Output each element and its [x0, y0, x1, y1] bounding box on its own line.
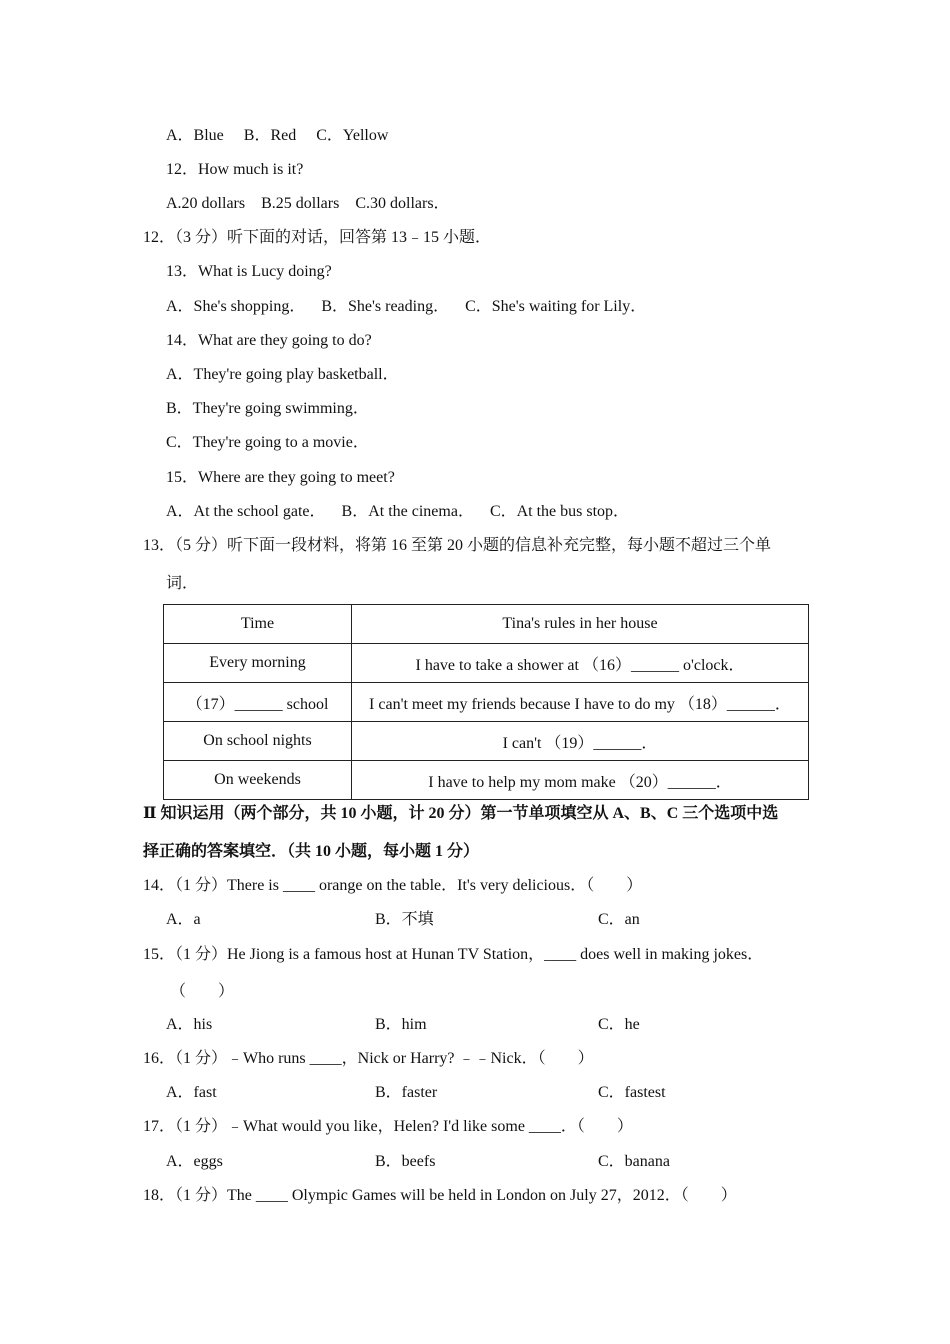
table-cell-rule: I have to take a shower at （16）______ o'clock．: [352, 644, 809, 683]
table-cell-time: （17）______ school: [164, 683, 352, 722]
mcq-15-answer-bracket: （ ）: [170, 983, 235, 1000]
q13-question: 13．What is Lucy doing?: [166, 263, 332, 280]
table-row: [164, 683, 809, 722]
mcq-17-stem: 17．（1 分）﹣What would you like，Helen? I'd like some ____．（ ）: [143, 1118, 633, 1135]
mcq-15-option-c: C．he: [598, 1016, 640, 1033]
q15-options: A．At the school gate． B．At the cinema． C．At the bus stop．: [166, 503, 630, 520]
rules-table: [163, 604, 809, 800]
mcq-15-stem: 15．（1 分）He Jiong is a famous host at Hunan TV Station，____ does well in making jokes．: [143, 946, 764, 963]
section13-heading: 13．（5 分）听下面一段材料，将第 16 至第 20 小题的信息补充完整，每小题不超过三个单: [143, 537, 772, 554]
mcq-16-option-a: A．fast: [166, 1084, 217, 1101]
table-cell-time: On weekends: [164, 761, 352, 800]
table-cell-rule: I can't meet my friends because I have to do my （18）______．: [352, 683, 809, 722]
q14-option-a: A．They're going play basketball．: [166, 366, 399, 383]
mcq-18-stem: 18．（1 分）The ____ Olympic Games will be held in London on July 27，2012．（ ）: [143, 1187, 737, 1204]
table-header-row: [164, 605, 809, 644]
mcq-14-option-a: A．a: [166, 911, 201, 928]
q15-question: 15．Where are they going to meet?: [166, 469, 395, 486]
q14-option-c: C．They're going to a movie．: [166, 434, 369, 451]
q13-options: A．She's shopping． B．She's reading． C．She's waiting for Lily．: [166, 298, 647, 315]
table-cell-rule: I can't （19）______．: [352, 722, 809, 761]
table-cell-time: On school nights: [164, 722, 352, 761]
q14-option-b: B．They're going swimming．: [166, 400, 369, 417]
q12-sub-options: A.20 dollars B.25 dollars C.30 dollars．: [166, 195, 450, 212]
mcq-17-option-c: C．banana: [598, 1153, 670, 1170]
mcq-15-option-b: B．him: [375, 1016, 427, 1033]
q12-sub-question: 12．How much is it?: [166, 161, 304, 178]
mcq-16-option-c: C．fastest: [598, 1084, 666, 1101]
mcq-14-option-b: B．不填: [375, 911, 434, 928]
section12-heading: 12．（3 分）听下面的对话，回答第 13﹣15 小题．: [143, 229, 492, 246]
mcq-16-stem: 16．（1 分）﹣Who runs ____，Nick or Harry? ﹣﹣Nick．（ ）: [143, 1050, 594, 1067]
table-cell-time: Every morning: [164, 644, 352, 683]
part2-heading-cont: 择正确的答案填空．（共 10 小题，每小题 1 分）: [143, 843, 480, 860]
q14-question: 14．What are they going to do?: [166, 332, 372, 349]
table-header-rules: Tina's rules in her house: [352, 605, 809, 644]
part2-heading: Ⅱ 知识运用（两个部分，共 10 小题，计 20 分）第一节单项填空从 A、B、C 三个选项中选: [143, 805, 779, 822]
mcq-14-option-c: C．an: [598, 911, 640, 928]
table-row: [164, 644, 809, 683]
section13-heading-cont: 词．: [166, 575, 199, 592]
mcq-15-option-a: A．his: [166, 1016, 213, 1033]
table-row: [164, 722, 809, 761]
table-row: [164, 761, 809, 800]
mcq-16-option-b: B．faster: [375, 1084, 438, 1101]
mcq-17-option-b: B．beefs: [375, 1153, 436, 1170]
q11-options: A．Blue B．Red C．Yellow: [166, 127, 389, 144]
mcq-14-stem: 14．（1 分）There is ____ orange on the table．It's very delicious．（ ）: [143, 877, 643, 894]
mcq-17-option-a: A．eggs: [166, 1153, 223, 1170]
table-cell-rule: I have to help my mom make （20）______．: [352, 761, 809, 800]
table-header-time: Time: [164, 605, 352, 644]
